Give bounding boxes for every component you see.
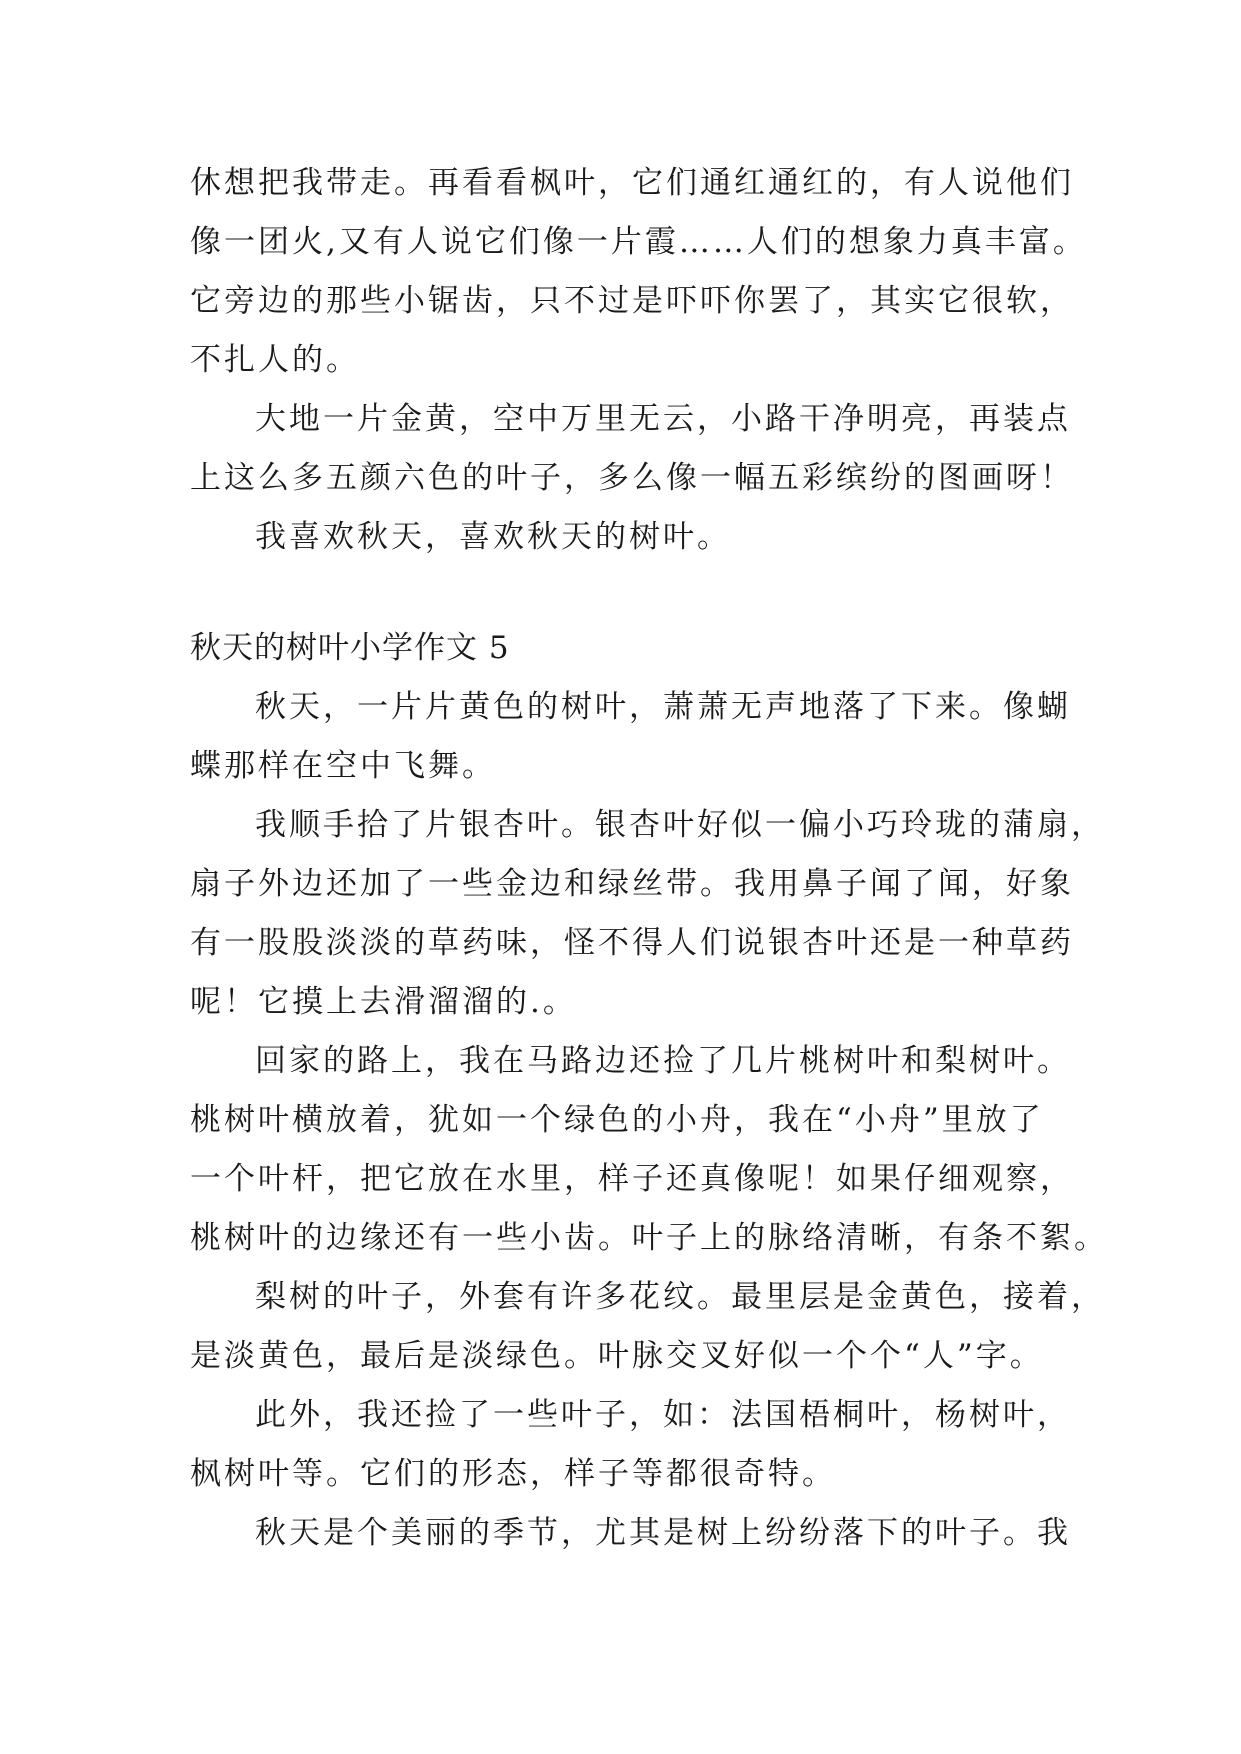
paragraph-first-line: 回家的路上，我在马路边还捡了几片桃树叶和梨树叶。 — [255, 1043, 1071, 1079]
paragraph-first-line: 秋天，一片片黄色的树叶，萧萧无声地落了下来。像蝴 — [255, 689, 1071, 725]
text-line: 桃树叶横放着，犹如一个绿色的小舟，我在“小舟”里放了 — [190, 1102, 1044, 1138]
text-line: 有一股股淡淡的草药味，怪不得人们说银杏叶还是一种草药 — [190, 925, 1074, 961]
paragraph-first-line: 我喜欢秋天，喜欢秋天的树叶。 — [255, 519, 731, 555]
paragraph-first-line: 我顺手拾了片银杏叶。银杏叶好似一偏小巧玲珑的蒲扇， — [255, 807, 1105, 843]
text-line: 呢！它摸上去滑溜溜的.。 — [190, 984, 577, 1020]
text-line: 上这么多五颜六色的叶子，多么像一幅五彩缤纷的图画呀！ — [190, 460, 1074, 496]
text-line: 休想把我带走。再看看枫叶，它们通红通红的，有人说他们 — [190, 165, 1074, 201]
paragraph-first-line: 此外，我还捡了一些叶子，如：法国梧桐叶，杨树叶， — [255, 1397, 1071, 1433]
text-line: 枫树叶等。它们的形态，样子等都很奇特。 — [190, 1456, 836, 1492]
text-line: 蝶那样在空中飞舞。 — [190, 748, 496, 784]
text-line: 桃树叶的边缘还有一些小齿。叶子上的脉络清晰，有条不絮。 — [190, 1220, 1108, 1256]
text-line: 像一团火,又有人说它们像一片霞……人们的想象力真丰富。 — [190, 224, 1087, 260]
text-line: 它旁边的那些小锯齿，只不过是吓吓你罢了，其实它很软， — [190, 283, 1074, 319]
essay-title: 秋天的树叶小学作文 5 — [190, 630, 510, 666]
text-line: 不扎人的。 — [190, 342, 360, 378]
paragraph-first-line: 大地一片金黄，空中万里无云，小路干净明亮，再装点 — [255, 401, 1071, 437]
text-line: 扇子外边还加了一些金边和绿丝带。我用鼻子闻了闻，好象 — [190, 866, 1074, 902]
text-line: 一个叶杆，把它放在水里，样子还真像呢！如果仔细观察， — [190, 1161, 1074, 1197]
paragraph-first-line: 梨树的叶子，外套有许多花纹。最里层是金黄色，接着， — [255, 1279, 1105, 1315]
text-line: 是淡黄色，最后是淡绿色。叶脉交叉好似一个个“人”字。 — [190, 1338, 1044, 1374]
paragraph-first-line: 秋天是个美丽的季节，尤其是树上纷纷落下的叶子。我 — [255, 1515, 1071, 1551]
